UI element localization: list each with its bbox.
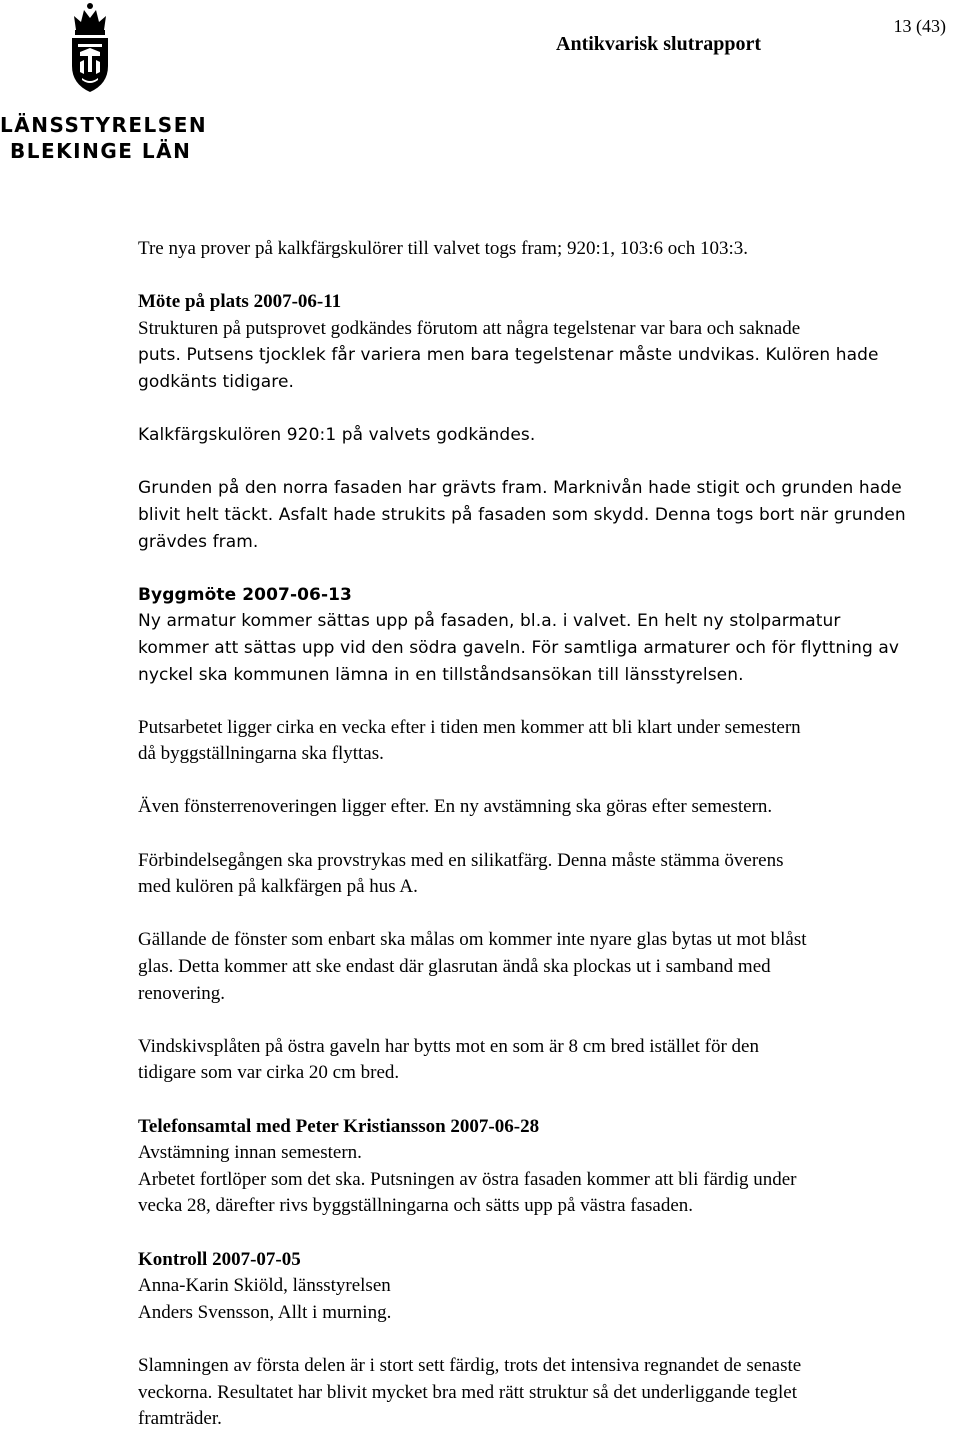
paragraph-line: Anna-Karin Skiöld, länsstyrelsen bbox=[138, 1275, 391, 1297]
paragraph-line: då byggställningarna ska flyttas. bbox=[138, 743, 384, 765]
paragraph-line: Avstämning innan semestern. bbox=[138, 1142, 362, 1164]
paragraph-line: framträder. bbox=[138, 1408, 222, 1430]
paragraph-line: Grunden på den norra fasaden har grävts fram. Marknivån hade stigit och grunden hade bbox=[138, 478, 902, 499]
logo-text-line1: LÄNSSTYRELSEN bbox=[0, 113, 208, 137]
paragraph-line: Gällande de fönster som enbart ska målas om kommer inte nyare glas bytas ut mot blåst bbox=[138, 929, 807, 951]
paragraph-line: vecka 28, därefter rivs byggställningarna och sätts upp på västra fasaden. bbox=[138, 1195, 694, 1217]
paragraph-line: glas. Detta kommer att ske endast där glasrutan ändå ska plockas ut i samband med bbox=[138, 956, 771, 978]
paragraph-line: Strukturen på putsprovet godkändes förutom att några tegelstenar var bara och saknade bbox=[138, 317, 801, 339]
heading-telefonsamtal: Telefonsamtal med Peter Kristiansson 2007-06-28 bbox=[138, 1115, 540, 1137]
paragraph-line: Vindskivsplåten på östra gaveln har bytts mot en som är 8 cm bred istället för den bbox=[138, 1035, 759, 1057]
paragraph-fonster: Även fönsterrenoveringen ligger efter. En ny avstämning ska göras efter semestern. bbox=[138, 796, 773, 818]
paragraph-line: Slamningen av första delen är i stort sett färdig, trots det intensiva regnandet de senaste bbox=[138, 1354, 802, 1376]
heading-mote-pa-plats: Möte på plats 2007-06-11 bbox=[138, 291, 342, 313]
paragraph-line: renovering. bbox=[138, 982, 226, 1004]
heading-byggmote: Byggmöte 2007-06-13 bbox=[138, 584, 352, 605]
paragraph-line: veckorna. Resultatet har blivit mycket bra med rätt struktur så det underliggande teglet bbox=[138, 1381, 797, 1403]
crest-icon bbox=[66, 0, 114, 96]
paragraph-prover: Tre nya prover på kalkfärgskulörer till valvet togs fram; 920:1, 103:6 och 103:3. bbox=[138, 238, 748, 259]
paragraph-line: Putsarbetet ligger cirka en vecka efter i tiden men kommer att bli klart under semestern bbox=[138, 716, 801, 738]
paragraph-line: Ny armatur kommer sättas upp på fasaden, bl.a. i valvet. En helt ny stolparmatur bbox=[138, 611, 841, 632]
paragraph-line: Anders Svensson, Allt i murning. bbox=[138, 1301, 392, 1323]
agency-logo bbox=[0, 0, 208, 170]
paragraph-line: tidigare som var cirka 20 cm bred. bbox=[138, 1062, 400, 1084]
paragraph-line: kommer att sättas upp vid den södra gaveln. För samtliga armaturer och för flyttning av bbox=[138, 637, 900, 658]
report-title: Antikvarisk slutrapport bbox=[556, 33, 762, 55]
paragraph-line: grävdes fram. bbox=[138, 531, 259, 552]
paragraph-line: blivit helt täckt. Asfalt hade strukits på fasaden som skydd. Denna togs bort när grunden bbox=[138, 504, 906, 525]
heading-kontroll: Kontroll 2007-07-05 bbox=[138, 1248, 301, 1270]
paragraph-line: Arbetet fortlöper som det ska. Putsningen av östra fasaden kommer att bli färdig under bbox=[138, 1168, 797, 1190]
paragraph-line: med kulören på kalkfärgen på hus A. bbox=[138, 876, 418, 898]
document-body bbox=[138, 236, 938, 1433]
paragraph-line: nyckel ska kommunen lämna in en tillståndsansökan till länsstyrelsen. bbox=[138, 664, 744, 685]
paragraph-line: puts. Putsens tjocklek får variera men bara tegelstenar måste undvikas. Kulören hade bbox=[138, 345, 879, 366]
paragraph-line: godkänts tidigare. bbox=[138, 371, 295, 392]
paragraph-kalkfarg: Kalkfärgskulören 920:1 på valvets godkändes. bbox=[138, 425, 536, 446]
logo-text-line2: BLEKINGE LÄN bbox=[10, 139, 192, 163]
paragraph-line: Förbindelsegången ska provstrykas med en silikatfärg. Denna måste stämma överens bbox=[138, 849, 784, 871]
page-number: 13 (43) bbox=[893, 16, 946, 36]
